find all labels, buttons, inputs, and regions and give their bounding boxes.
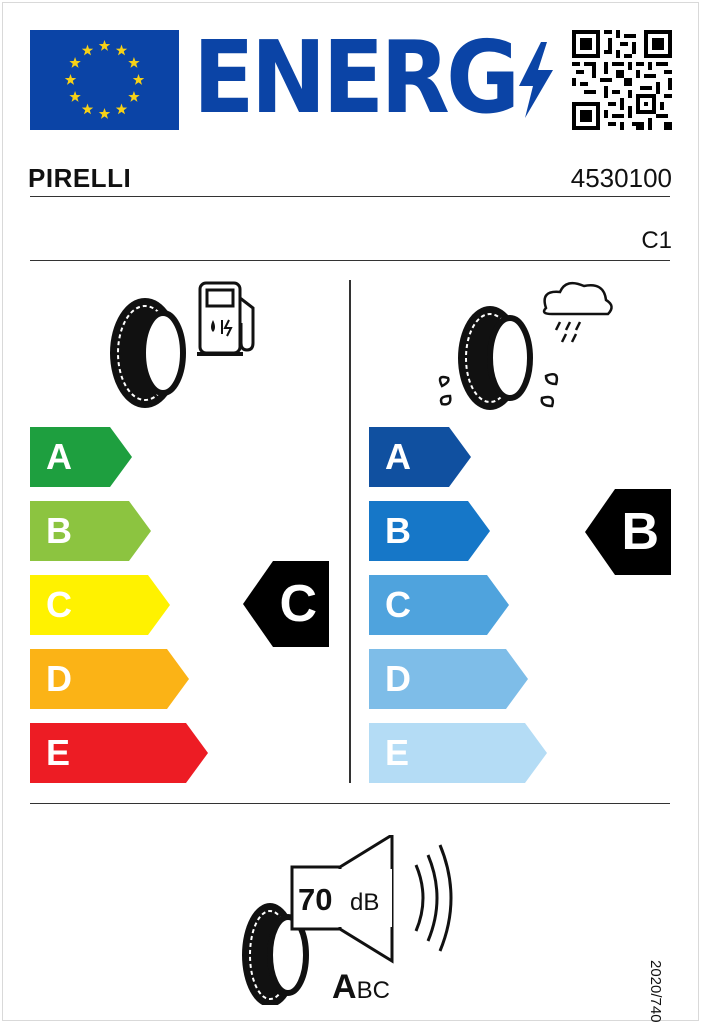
wet_grip-class-label: C — [385, 584, 411, 625]
noise-unit: dB — [350, 889, 380, 916]
noise-class — [332, 968, 390, 1007]
divider-lower — [30, 803, 670, 804]
wet-selected-label: B — [621, 503, 659, 561]
wet-grip-selected-class — [585, 489, 671, 575]
wet_grip-class-d — [369, 649, 528, 709]
fuel_efficiency-class-c — [30, 575, 170, 635]
regulation-number: 2020/740 — [647, 960, 664, 1023]
energy-title: ENERG — [193, 19, 517, 136]
wet_grip-class-label: B — [385, 510, 411, 551]
wet_grip-class-c — [369, 575, 509, 635]
fuel_efficiency-class-label: E — [46, 732, 71, 773]
fuel_efficiency-class-e — [30, 723, 208, 783]
noise-class-rest: BC — [356, 977, 390, 1004]
eu-flag — [30, 30, 179, 130]
lightning-bolt-icon — [519, 42, 553, 118]
wet_grip-class-label: A — [385, 436, 411, 477]
fuel-selected-label: C — [279, 575, 317, 633]
fuel_efficiency-class-a — [30, 427, 132, 487]
fuel_efficiency-class-label: A — [46, 436, 72, 477]
tyre-class: C1 — [641, 227, 672, 254]
tyre-fuel-pump-icon — [105, 278, 265, 413]
divider-upper — [30, 260, 670, 261]
fuel_efficiency-class-d — [30, 649, 189, 709]
fuel_efficiency-class-label: C — [46, 584, 72, 625]
wet_grip-class-a — [369, 427, 471, 487]
supplier-brand: PIRELLI — [28, 163, 132, 193]
wet_grip-class-label: E — [385, 732, 410, 773]
tyre-rain-cloud-icon — [428, 278, 628, 413]
divider-top — [30, 196, 670, 197]
qr-code — [572, 30, 672, 130]
wet_grip-class-b — [369, 501, 490, 561]
fuel_efficiency-class-label: B — [46, 510, 72, 551]
panel-divider — [349, 280, 351, 783]
wet_grip-class-label: D — [385, 658, 411, 699]
fuel-efficiency-selected-class — [243, 561, 329, 647]
fuel_efficiency-class-label: D — [46, 658, 72, 699]
wet_grip-class-e — [369, 723, 547, 783]
noise-value: 70 — [298, 882, 333, 917]
noise-class-selected: A — [332, 968, 357, 1006]
fuel_efficiency-class-b — [30, 501, 151, 561]
type-identifier: 4530100 — [570, 163, 672, 193]
